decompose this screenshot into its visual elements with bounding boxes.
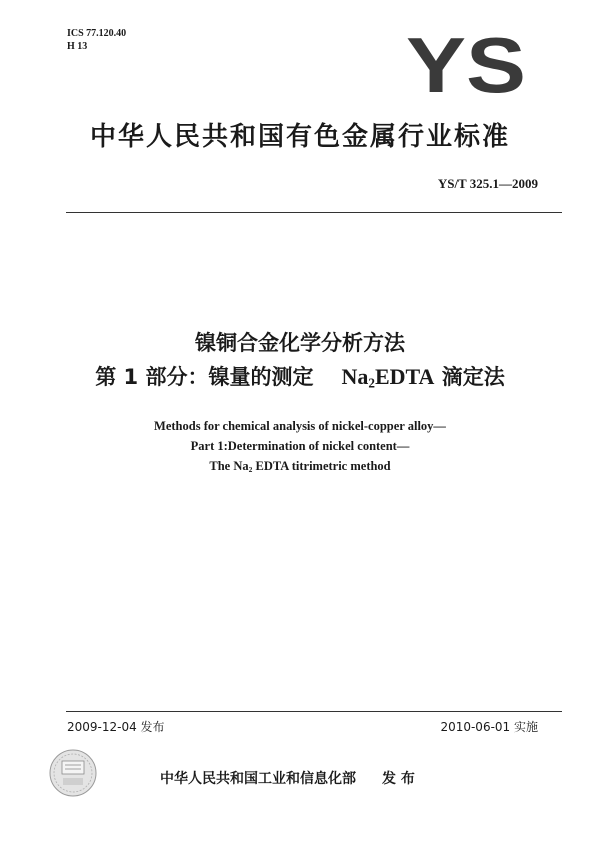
issuer-name: 中华人民共和国工业和信息化部 [160,771,356,787]
english-title-subscript: 2 [248,464,253,474]
english-title-line-3-post: EDTA titrimetric method [255,459,391,473]
ics-code: ICS 77.120.40 [67,28,127,39]
chinese-title-line-2 [0,360,600,394]
english-title-line-3-pre: The Na [209,459,249,473]
category-code: H 13 [67,41,88,52]
issue-date: 2009-12-04 发布 [67,720,165,734]
header-divider [66,212,562,213]
chinese-title-reagent [341,364,434,389]
ys-logo-text: YS [406,32,526,98]
chinese-title-method: 滴定法 [441,365,505,389]
standard-number: YS/T 325.1—2009 [437,176,538,191]
english-title-line-1: Methods for chemical analysis of nickel-copper alloy— [154,419,446,433]
reagent-symbol: Na [341,364,369,389]
english-title [0,416,600,476]
ys-logo [404,32,528,98]
anti-counterfeit-stamp-icon [48,748,98,798]
implementation-date: 2010-06-01 实施 [440,720,538,734]
english-title-line-2: Part 1:Determination of nickel content— [190,439,410,453]
ics-code-block [67,27,126,53]
footer-divider [66,711,562,712]
english-title-line-3 [0,456,600,476]
reagent-name: EDTA [374,364,435,389]
chinese-title-part: 第 1 部分：镍量的测定 [95,365,314,389]
chinese-title-line-1: 镍铜合金化学分析方法 [195,331,405,355]
chinese-title [0,326,600,394]
organization-title: 中华人民共和国有色金属行业标准 [89,122,510,152]
issuer-action: 发 布 [382,771,415,787]
issuer [160,768,415,788]
reagent-subscript: 2 [368,375,375,391]
